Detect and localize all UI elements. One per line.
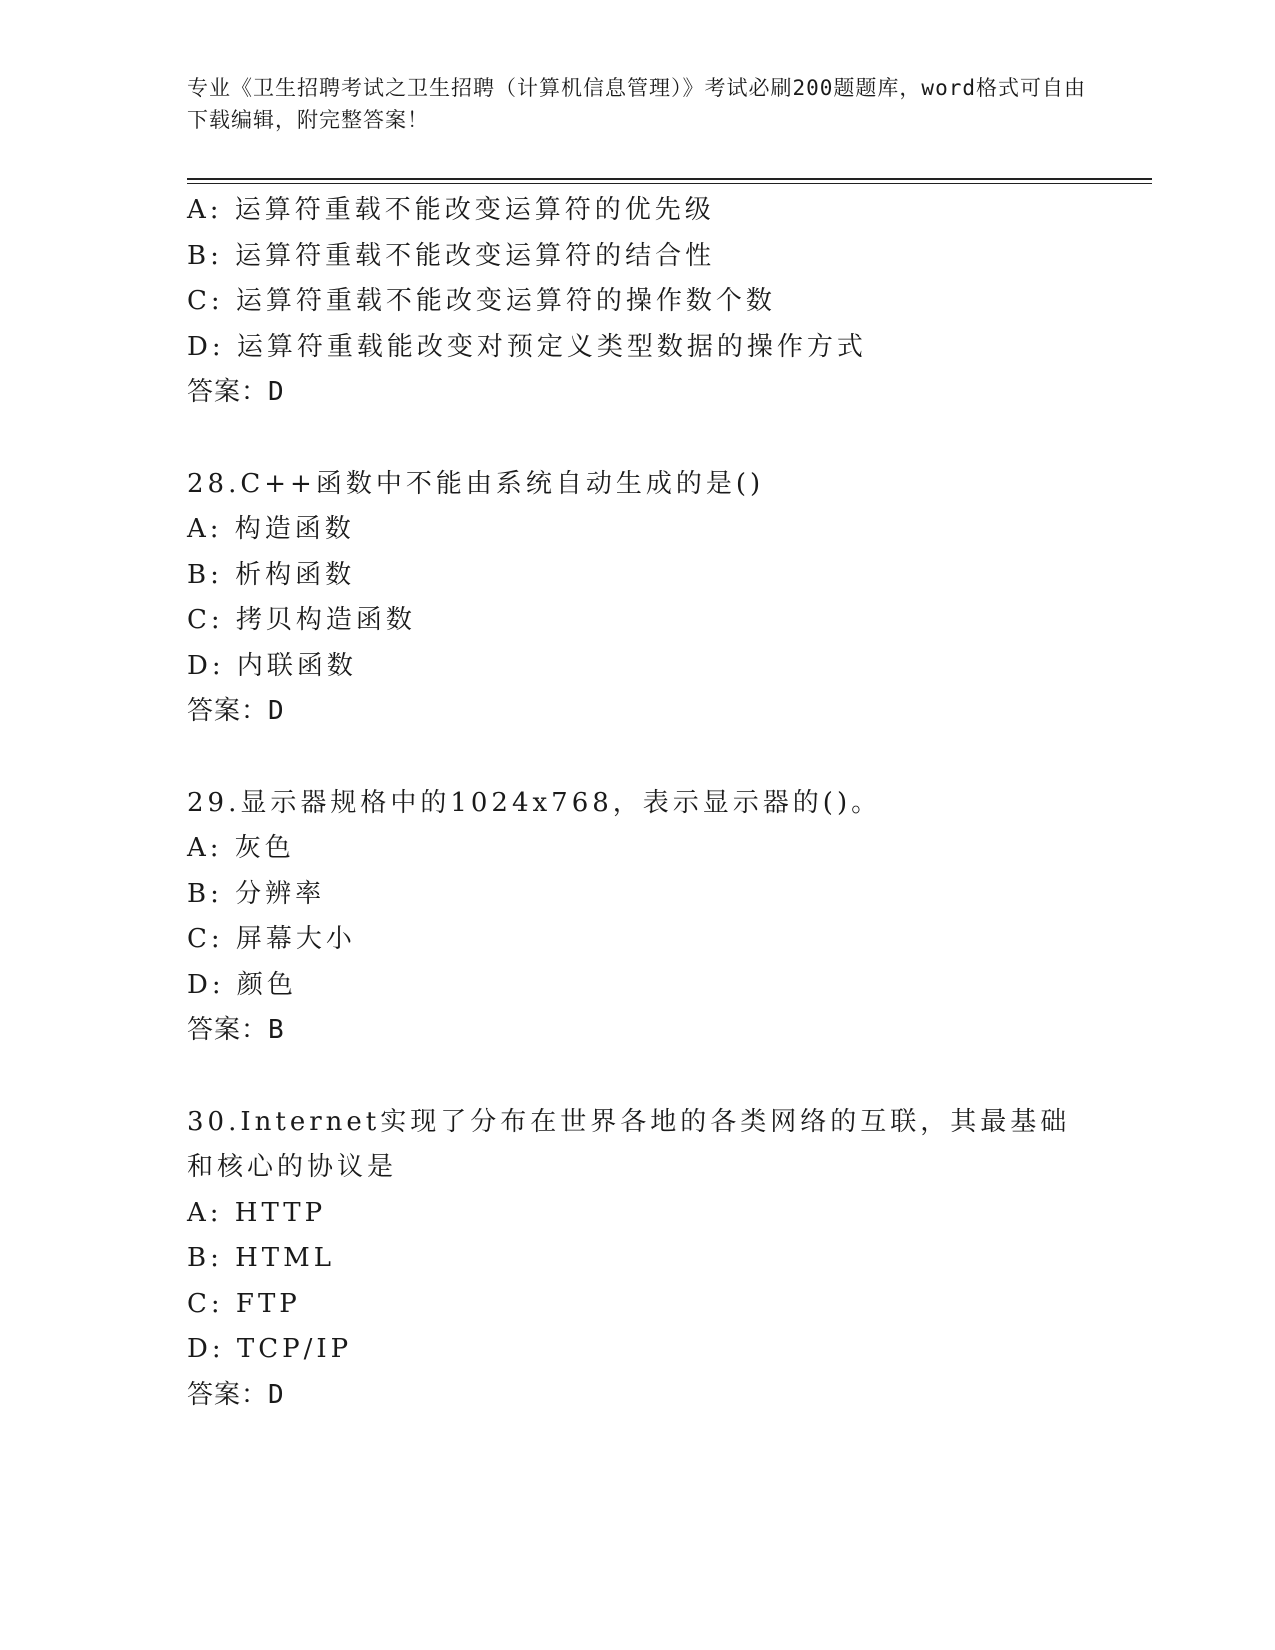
question-title: 30.Internet实现了分布在世界各地的各类网络的互联，其最基础和核心的协议是 xyxy=(187,1106,1071,1182)
option-a: A: 构造函数 xyxy=(187,514,355,544)
answer: 答案：D xyxy=(187,1379,285,1410)
option-d: D: 运算符重载能改变对预定义类型数据的操作方式 xyxy=(187,331,867,362)
document-header: 专业《卫生招聘考试之卫生招聘（计算机信息管理）》考试必刷200题题库，word格式可自由下载编辑，附完整答案！ xyxy=(187,76,1086,132)
option-a: A: 灰色 xyxy=(187,833,295,863)
question-29 xyxy=(187,781,1107,1054)
answer: 答案：B xyxy=(187,1015,285,1045)
option-a: A: 运算符重载不能改变运算符的优先级 xyxy=(187,195,715,225)
question-title: 29.显示器规格中的1024x768，表示显示器的()。 xyxy=(187,787,882,818)
option-c: C: FTP xyxy=(187,1288,301,1319)
header-rule-thick xyxy=(187,178,1152,180)
option-d: D: 颜色 xyxy=(187,969,297,1000)
answer: 答案：D xyxy=(187,377,285,407)
option-d: D: TCP/IP xyxy=(187,1334,353,1364)
question-30 xyxy=(187,1100,1107,1419)
answer: 答案：D xyxy=(187,696,285,726)
question-27-continued xyxy=(187,188,1107,416)
option-d: D: 内联函数 xyxy=(187,650,357,681)
option-b: B: 析构函数 xyxy=(187,559,356,590)
question-content xyxy=(187,188,1107,1464)
question-title: 28.C++函数中不能由系统自动生成的是() xyxy=(187,468,765,499)
option-b: B: 运算符重载不能改变运算符的结合性 xyxy=(187,240,716,271)
option-b: B: 分辨率 xyxy=(187,878,326,909)
option-c: C: 运算符重载不能改变运算符的操作数个数 xyxy=(187,286,776,316)
option-c: C: 拷贝构造函数 xyxy=(187,605,416,635)
question-28 xyxy=(187,462,1107,735)
header-rule-thin xyxy=(187,183,1152,184)
option-c: C: 屏幕大小 xyxy=(187,924,356,954)
option-b: B: HTML xyxy=(187,1243,336,1273)
option-a: A: HTTP xyxy=(187,1197,327,1228)
